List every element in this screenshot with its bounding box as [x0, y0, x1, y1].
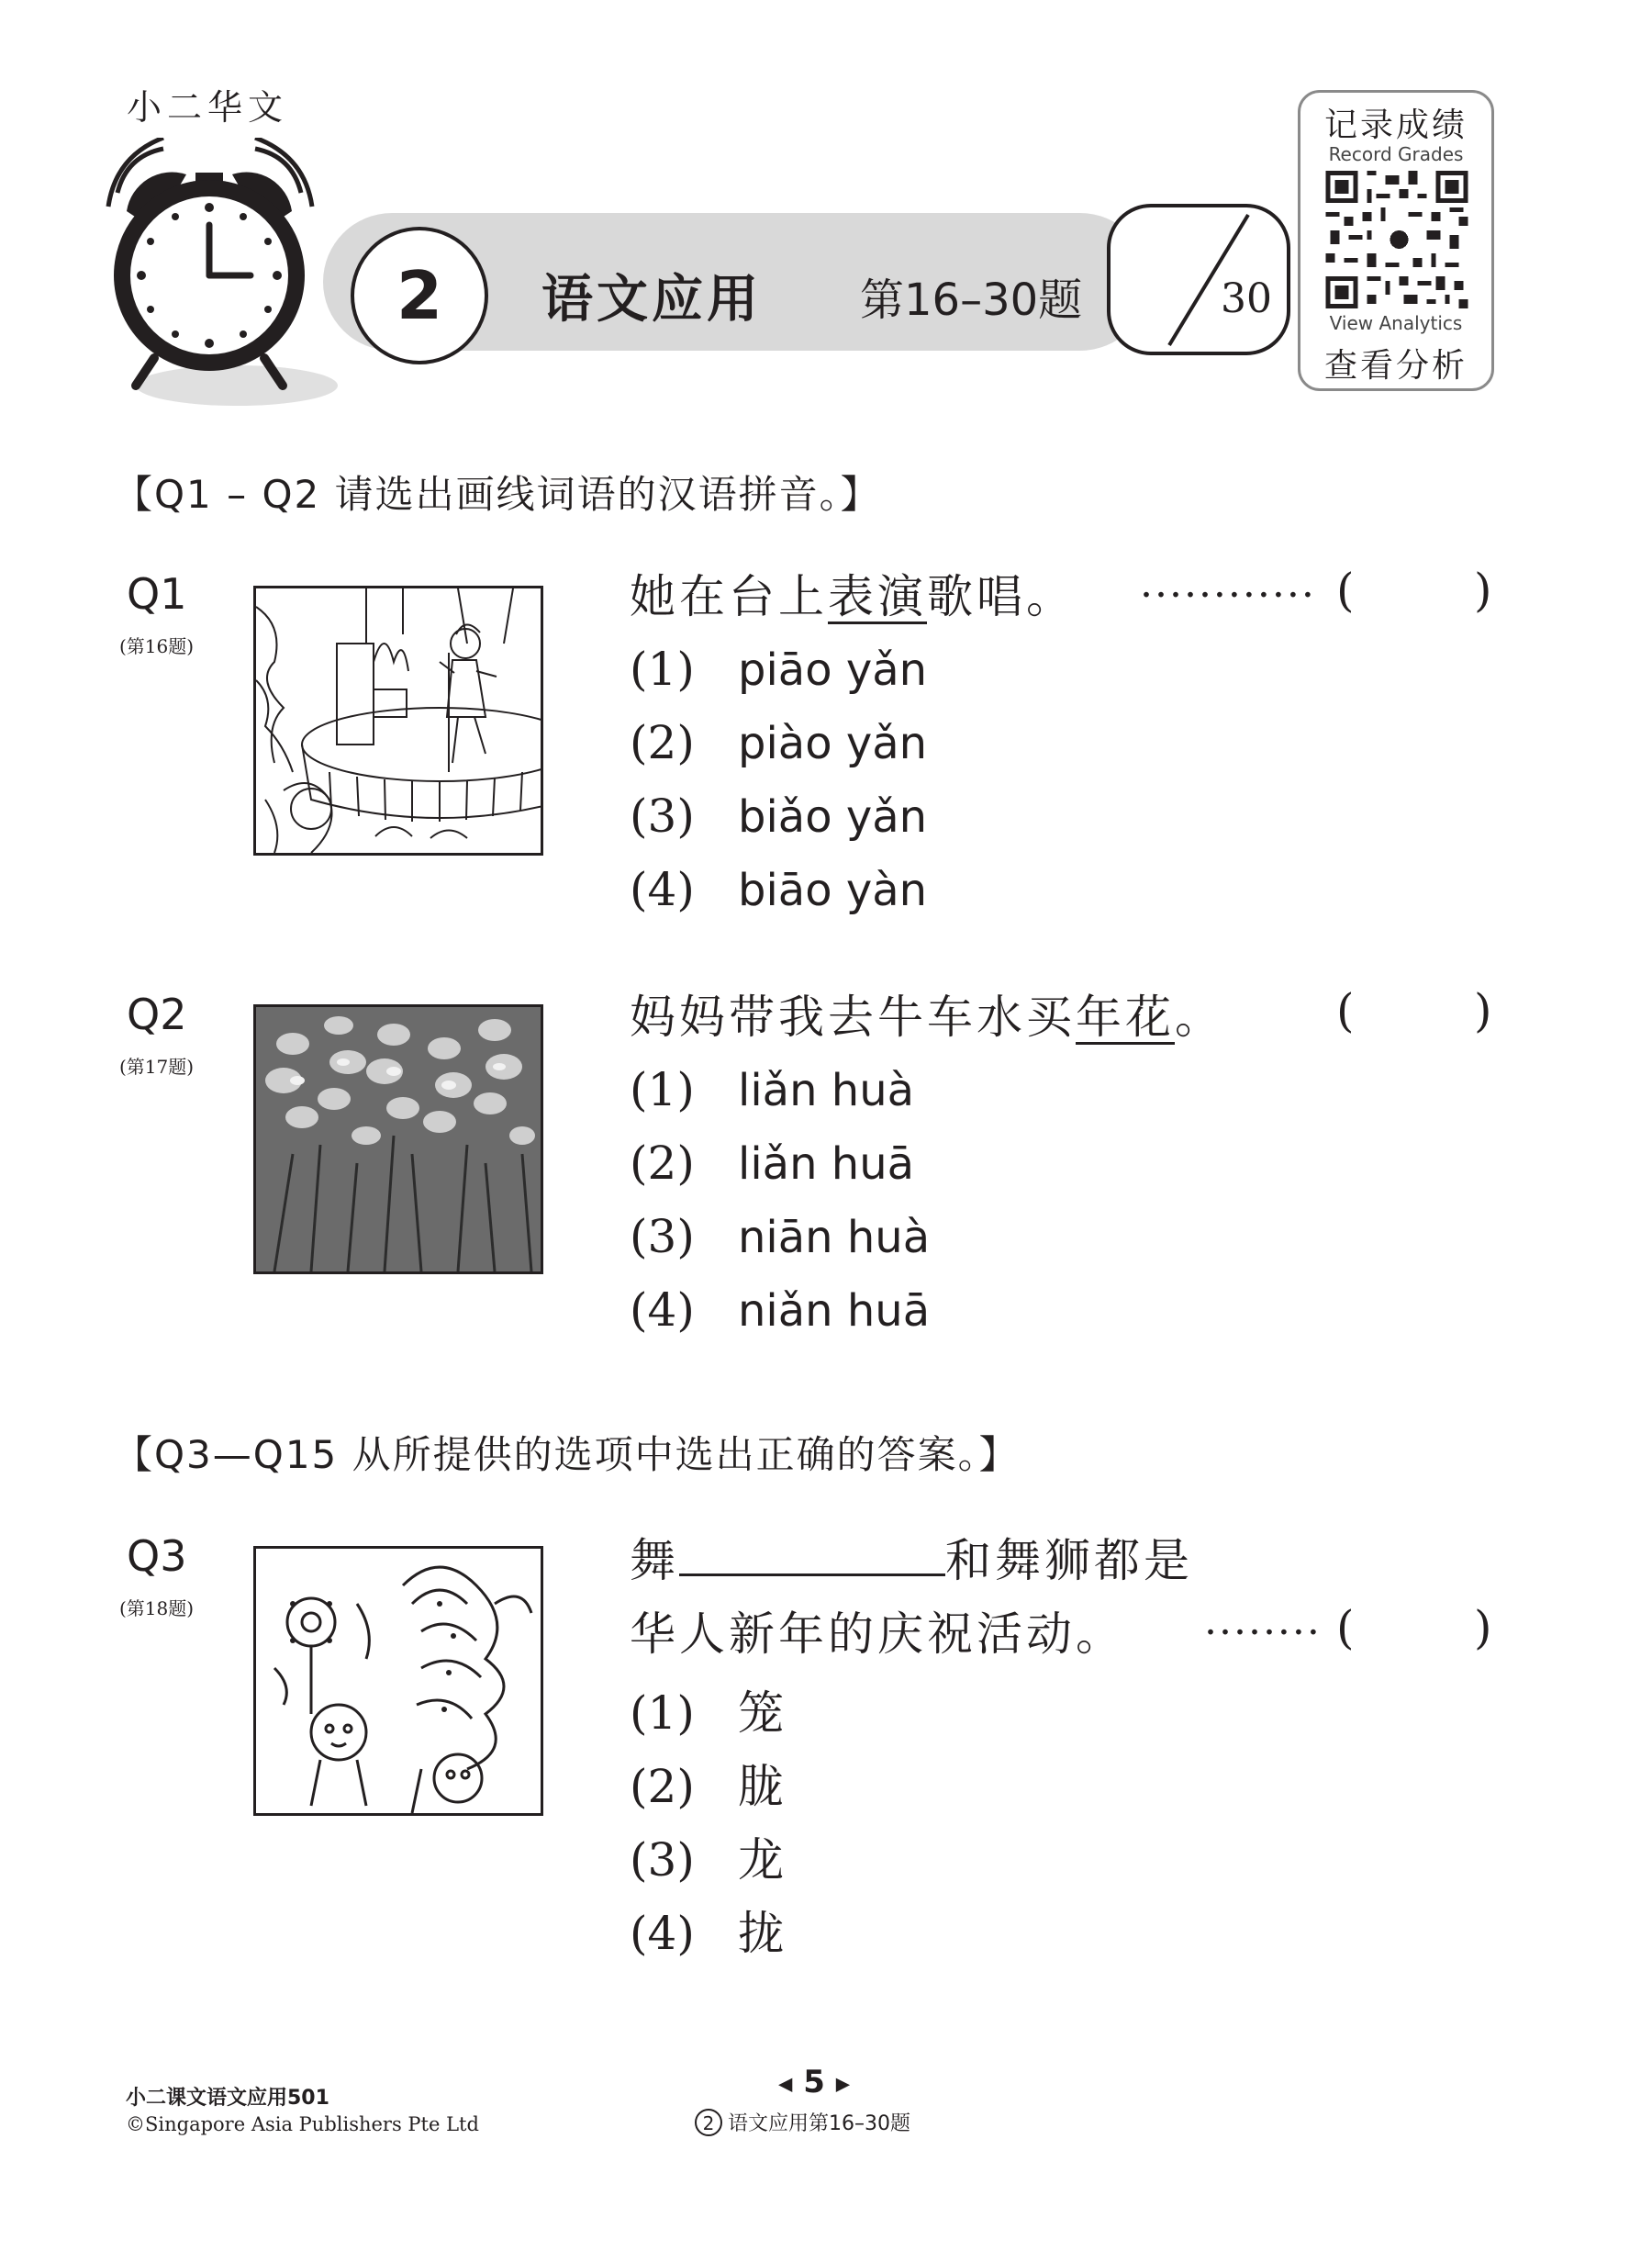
- footer-copyright: ©Singapore Asia Publishers Pte Ltd: [126, 2113, 479, 2135]
- option-number: (1): [630, 1063, 695, 1116]
- option[interactable]: [630, 1750, 784, 1816]
- qr-view-analytics-en: View Analytics: [1329, 312, 1463, 334]
- circled-section-number: 2: [695, 2109, 722, 2136]
- question-stem: [630, 980, 1224, 1047]
- option-number: (4): [630, 1907, 695, 1960]
- stem-text: 歌唱。: [927, 570, 1076, 623]
- page-number: [778, 2064, 850, 2100]
- score-total: 30: [1221, 275, 1272, 322]
- option[interactable]: [630, 716, 927, 769]
- option-text: piào yǎn: [738, 718, 928, 769]
- question-sub-label: (第17题): [119, 1056, 195, 1078]
- option-number: (3): [630, 1210, 695, 1263]
- question-stem: [630, 560, 1076, 626]
- instruction-q3-q15: 【Q3—Q15 从所提供的选项中选出正确的答案。】: [114, 1432, 1020, 1477]
- question-stem-line1: [630, 1524, 1193, 1590]
- page-number-value: 5: [803, 2064, 825, 2100]
- triangle-left-icon: ◀: [778, 2072, 793, 2095]
- qr-code-icon[interactable]: [1325, 171, 1468, 308]
- question-stem-line2: 华人新年的庆祝活动。: [630, 1607, 1125, 1661]
- qr-view-analytics-cn: 查看分析: [1323, 347, 1468, 385]
- question-label: Q3: [127, 1531, 187, 1581]
- option-number: (2): [630, 1760, 695, 1813]
- option[interactable]: [630, 1210, 930, 1263]
- question-label: Q2: [127, 990, 187, 1039]
- question-range: 第16–30题: [860, 274, 1083, 326]
- leader-dots: ............: [1140, 560, 1316, 607]
- stage-singer-image: [256, 588, 541, 853]
- footer-section-text: 语文应用第16–30题: [728, 2112, 910, 2135]
- alarm-clock-icon: [99, 138, 338, 413]
- option-text: niǎn huā: [738, 1285, 931, 1337]
- answer-paren-open[interactable]: (: [1336, 564, 1355, 617]
- option[interactable]: [630, 1823, 784, 1889]
- option-text: biāo yàn: [738, 865, 928, 916]
- option[interactable]: [630, 1676, 784, 1742]
- underlined-word: 年花: [1076, 991, 1175, 1044]
- section-title: 语文应用: [541, 270, 762, 330]
- question-sub-label: (第18题): [119, 1597, 195, 1619]
- footer-section-label: [695, 2108, 910, 2136]
- footer-book-code: 小二课文语文应用501: [126, 2087, 329, 2110]
- option-text: 笼: [738, 1686, 784, 1740]
- underlined-word: 表演: [828, 570, 927, 623]
- stem-text: 。: [1175, 991, 1224, 1044]
- section-number: 2: [351, 227, 488, 364]
- option[interactable]: [630, 790, 927, 843]
- answer-paren-close[interactable]: ): [1474, 564, 1492, 617]
- option-text: liǎn huā: [738, 1138, 915, 1190]
- option[interactable]: [630, 643, 927, 696]
- stem-text: 舞: [630, 1534, 679, 1587]
- option-number: (4): [630, 1283, 695, 1337]
- answer-paren-open[interactable]: (: [1336, 1601, 1355, 1654]
- dragon-dance-papercut-image: [256, 1549, 541, 1813]
- option[interactable]: [630, 863, 927, 916]
- option-number: (1): [630, 1686, 695, 1740]
- stem-text: 和舞狮都是: [945, 1534, 1193, 1587]
- stage-singer-illustration: [253, 586, 543, 856]
- option-text: biǎo yǎn: [738, 791, 928, 843]
- question-sub-label: (第16题): [119, 635, 195, 657]
- dragon-lion-dance-illustration: [253, 1546, 543, 1816]
- option-number: (4): [630, 863, 695, 916]
- instruction-q1-q2: 【Q1 – Q2 请选出画线词语的汉语拼音。】: [114, 472, 881, 517]
- option-text: 拢: [738, 1907, 784, 1960]
- option-number: (1): [630, 643, 695, 696]
- option-number: (3): [630, 1833, 695, 1887]
- option[interactable]: [630, 1137, 914, 1190]
- question-label: Q1: [127, 569, 187, 619]
- option-number: (3): [630, 790, 695, 843]
- option-text: niān huà: [738, 1212, 931, 1263]
- triangle-right-icon: ▶: [835, 2072, 851, 2095]
- answer-paren-close[interactable]: ): [1474, 984, 1492, 1037]
- option[interactable]: [630, 1063, 914, 1116]
- option-number: (2): [630, 716, 695, 769]
- answer-paren-close[interactable]: ): [1474, 1601, 1492, 1654]
- series-label: 小二华文: [127, 87, 289, 128]
- fill-blank[interactable]: [679, 1537, 945, 1576]
- flowers-photo: [253, 1004, 543, 1274]
- gladiolus-flowers-image: [256, 1007, 541, 1271]
- stem-text: 她在台上: [630, 570, 828, 623]
- answer-paren-open[interactable]: (: [1336, 984, 1355, 1037]
- option[interactable]: [630, 1897, 784, 1963]
- qr-record-grades-en: Record Grades: [1328, 143, 1464, 165]
- option-text: piāo yǎn: [738, 644, 928, 696]
- option-text: 胧: [738, 1760, 784, 1813]
- option[interactable]: [630, 1283, 930, 1337]
- qr-record-grades-cn: 记录成绩: [1323, 106, 1468, 144]
- option-text: liǎn huà: [738, 1065, 915, 1116]
- leader-dots: ........: [1204, 1597, 1322, 1644]
- option-number: (2): [630, 1137, 695, 1190]
- option-text: 龙: [738, 1833, 784, 1887]
- stem-text: 妈妈带我去牛车水买: [630, 991, 1076, 1044]
